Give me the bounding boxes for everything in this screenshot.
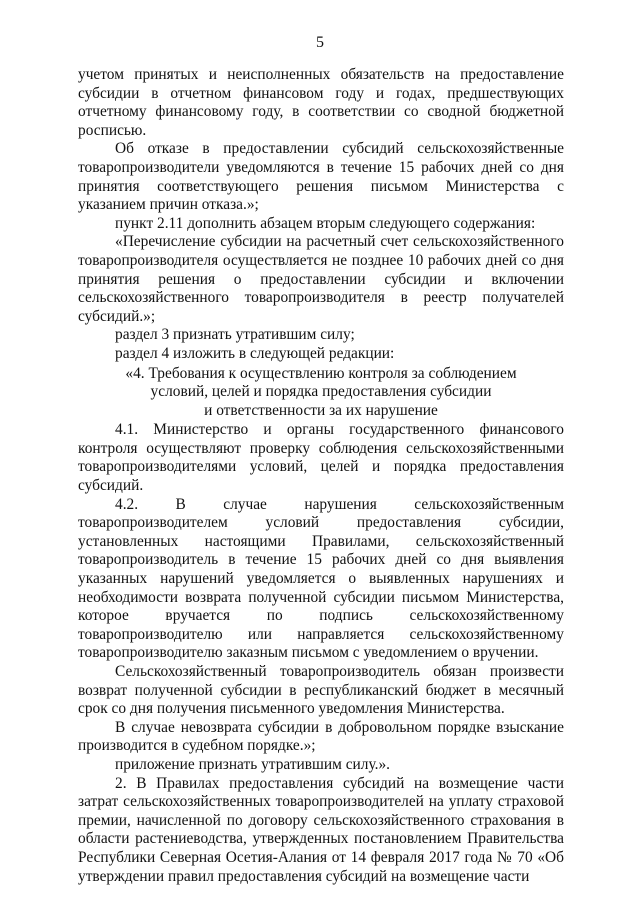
paragraph: учетом принятых и неисполненных обязательств на предоставление субсидии в отчетном финансовом году и годах, предшествующих отчетному финансовому году, в соответствии со сводной бюджетной росписью.	[78, 66, 564, 139]
paragraph: пункт 2.11 дополнить абзацем вторым следующего содержания:	[115, 214, 536, 232]
page-number: 5	[316, 34, 324, 51]
section-heading-line: и ответственности за их нарушение	[204, 401, 438, 419]
paragraph: приложение признать утратившим силу.».	[115, 755, 391, 773]
paragraph: раздел 3 признать утратившим силу;	[115, 326, 355, 344]
paragraph: 4.2. В случае нарушения сельскохозяйственным товаропроизводителем условий предоставления субсидии, установленных настоящими Правилами, сельскохозяйственный товаропроизводитель в течение 15 рабочих дней со дня выявления указанных нарушений уведомляется о выявленных нарушениях и необходимости возврата полученной субсидии письмом Министерства, которое вручается по подпись сельскохозяйственному товаропроизводителю или направляется сельскохозяйственному товаропроизводителю заказным письмом с уведомлением о вручении.	[78, 495, 564, 662]
paragraph: раздел 4 изложить в следующей редакции:	[115, 344, 395, 362]
paragraph: «Перечисление субсидии на расчетный счет сельскохозяйственного товаропроизводителя осуществляется не позднее 10 рабочих дней со дня принятия решения о предоставлении субсидии и включении сельскохозяйственного товаропроизводителя в реестр получателей субсидий.»;	[78, 233, 564, 325]
document-body	[78, 66, 564, 886]
section-heading-line: «4. Требования к осуществлению контроля за соблюдением	[125, 364, 517, 382]
paragraph: 4.1. Министерство и органы государственного финансового контроля осуществляют проверку соблюдения сельскохозяйственными товаропроизводителями условий, целей и порядка предоставления субсидий.	[78, 421, 564, 495]
paragraph: 2. В Правилах предоставления субсидий на возмещение части затрат сельскохозяйственных товаропроизводителей на уплату страховой премии, начисленной по договору сельскохозяйственного страхования в области растениеводства, утвержденных постановлением Правительства Республики Северная Осетия-Алания от 14 февраля 2017 года № 70 «Об утверждении правил предоставления субсидий на возмещение части	[78, 774, 564, 885]
paragraph: Об отказе в предоставлении субсидий сельскохозяйственные товаропроизводители уведомляются в течение 15 рабочих дней со дня принятия соответствующего решения письмом Министерства с указанием причин отказа.»;	[78, 140, 564, 214]
paragraph: Сельскохозяйственный товаропроизводитель обязан произвести возврат полученной субсидии в республиканский бюджет в месячный срок со дня получения письменного уведомления Министерства.	[78, 663, 564, 718]
section-heading-line: условий, целей и порядка предоставления субсидии	[150, 383, 492, 401]
paragraph: В случае невозврата субсидии в добровольном порядке взыскание производится в судебном порядке.»;	[78, 718, 564, 755]
section-heading	[78, 365, 564, 421]
